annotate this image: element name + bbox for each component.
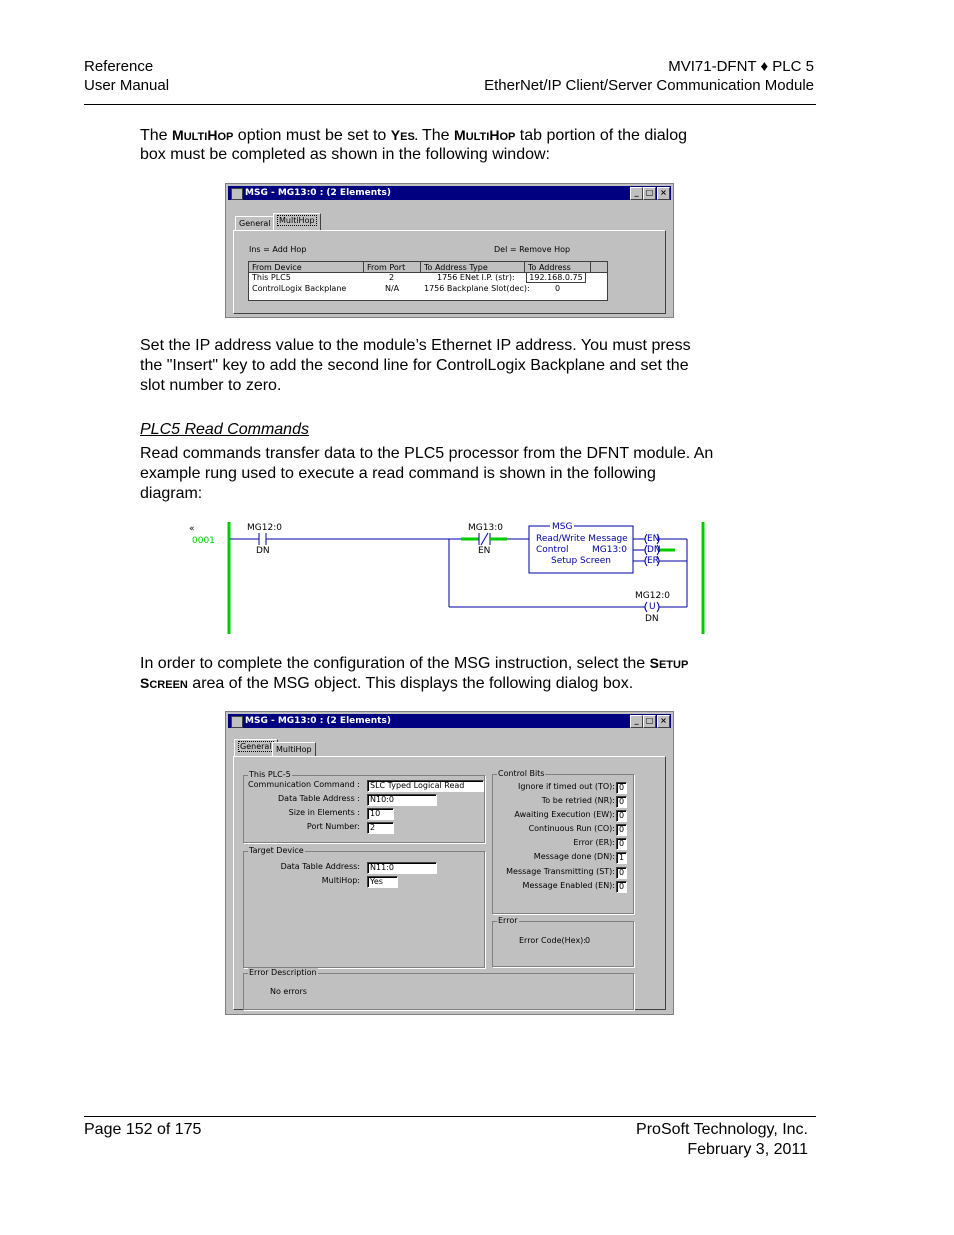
- error-group: [492, 916, 634, 967]
- read-commands-line1: Read commands transfer data to the PLC5 processor from the DFNT module. An: [140, 445, 714, 462]
- col-header: From Port: [364, 262, 421, 273]
- rung-number: 0001: [192, 536, 215, 546]
- tab-general[interactable]: General: [234, 739, 278, 756]
- read-commands-line2: example rung used to execute a read command is shown in the following: [140, 465, 656, 482]
- comm-command-label: Communication Command :: [248, 780, 360, 789]
- setup-instruction-line2: SCREEN area of the MSG object. This displays the following dialog box.: [140, 675, 634, 692]
- unlatch-symbol: U: [649, 602, 656, 612]
- table-cell: 1756 ENet I.P. (str):: [437, 273, 515, 282]
- size-field[interactable]: 10: [367, 808, 394, 820]
- ladder-graphics: [175, 518, 715, 638]
- this-plc5-group: [243, 770, 485, 843]
- control-bit-label: To be retried (NR):: [541, 796, 615, 805]
- control-bits-label: Control Bits: [498, 769, 545, 778]
- control-bit-value[interactable]: 1: [616, 852, 627, 864]
- target-data-table-label: Data Table Address:: [280, 862, 360, 871]
- contact2-bit: EN: [478, 546, 491, 556]
- ip-address-cell[interactable]: 192.168.0.75: [526, 272, 586, 283]
- error-label: Error: [498, 916, 518, 925]
- control-bit-value[interactable]: 0: [616, 796, 627, 808]
- close-icon[interactable]: ×: [657, 187, 670, 200]
- target-data-table-field[interactable]: N11:0: [367, 862, 437, 874]
- table-cell: N/A: [385, 284, 400, 293]
- size-label: Size in Elements :: [288, 808, 360, 817]
- dialog1-titlebar: [228, 186, 671, 200]
- control-bit-value[interactable]: 0: [616, 838, 627, 850]
- error-description-value: No errors: [270, 987, 307, 996]
- port-field[interactable]: 2: [367, 822, 394, 834]
- multihop-dialog-screenshot: [225, 183, 674, 318]
- maximize-icon[interactable]: □: [643, 715, 656, 728]
- maximize-icon[interactable]: □: [643, 187, 656, 200]
- unlatch-bit: DN: [645, 614, 659, 624]
- control-bit-value[interactable]: 0: [616, 824, 627, 836]
- control-bit-label: Awaiting Execution (EW):: [514, 810, 615, 819]
- dialog1-title: MSG - MG13:0 : (2 Elements): [245, 188, 391, 198]
- control-bit-value[interactable]: 0: [616, 810, 627, 822]
- tab-multihop[interactable]: MultiHop: [273, 213, 321, 230]
- footer-rule: [84, 1116, 816, 1117]
- col-header: To Address Type: [421, 262, 525, 273]
- footer-company: ProSoft Technology, Inc.: [636, 1121, 808, 1138]
- app-icon: [231, 716, 243, 728]
- ladder-rung-diagram: [175, 518, 715, 638]
- output-er: ER: [647, 556, 659, 566]
- ip-instruction-line1: Set the IP address value to the module’s Ethernet IP address. You must press: [140, 337, 691, 354]
- control-bit-value[interactable]: 0: [616, 881, 627, 893]
- control-bit-label: Message done (DN):: [533, 852, 615, 861]
- error-description-label: Error Description: [249, 968, 317, 977]
- header-doc-type: User Manual: [84, 77, 170, 94]
- tab-general[interactable]: General: [235, 216, 275, 231]
- contact1-address: MG12:0: [247, 523, 282, 533]
- slot-cell[interactable]: 0: [555, 284, 561, 293]
- control-bit-label: Continuous Run (CO):: [528, 824, 615, 833]
- control-bits-group: [492, 769, 634, 914]
- msg-box-type: Read/Write Message: [536, 534, 628, 544]
- multihop-tab-panel: [233, 230, 666, 314]
- rung-marker: «: [189, 524, 195, 534]
- ip-instruction-line2: the "Insert" key to add the second line for ControlLogix Backplane and set the: [140, 357, 689, 374]
- table-cell: This PLC5: [252, 273, 291, 282]
- table-cell: ControlLogix Backplane: [252, 284, 347, 293]
- col-header-filler: [591, 262, 607, 273]
- ip-instruction-line3: slot number to zero.: [140, 377, 282, 394]
- control-bit-label: Ignore if timed out (TO):: [517, 782, 615, 791]
- msg-box-header: MSG: [552, 522, 573, 532]
- page-number: Page 152 of 175: [84, 1121, 202, 1138]
- footer-date: February 3, 2011: [687, 1141, 808, 1158]
- msg-control-value: MG13:0: [592, 545, 627, 555]
- col-header: To Address: [525, 262, 591, 273]
- control-bit-label: Message Enabled (EN):: [522, 881, 615, 890]
- header-section-label: Reference: [84, 58, 154, 75]
- multihop-instruction-line1: The MULTIHOP option must be set to YES. The MULTIHOP tab portion of the dialog: [140, 127, 688, 144]
- target-device-group: [243, 846, 485, 968]
- minimize-icon[interactable]: _: [630, 715, 643, 728]
- msg-control-label: Control: [536, 545, 569, 555]
- app-icon: [231, 188, 243, 200]
- control-bit-label: Error (ER):: [573, 838, 615, 847]
- header-rule: [84, 104, 816, 105]
- output-en: EN: [647, 534, 660, 544]
- data-table-field[interactable]: N10:0: [367, 794, 437, 806]
- multihop-instruction-line2: box must be completed as shown in the following window:: [140, 146, 550, 163]
- table-cell: 2: [389, 273, 395, 282]
- table-cell: 1756 Backplane Slot(dec):: [424, 284, 530, 293]
- this-plc5-label: This PLC-5: [249, 770, 291, 779]
- setup-instruction-line1: In order to complete the configuration of the MSG instruction, select the SETUP: [140, 655, 689, 672]
- general-tab-panel: [233, 756, 666, 1010]
- output-dn: DN: [647, 545, 661, 555]
- tab-multihop[interactable]: MultiHop: [272, 742, 316, 757]
- msg-setup-screen[interactable]: Setup Screen: [551, 556, 611, 566]
- data-table-label: Data Table Address :: [278, 794, 360, 803]
- hop-table[interactable]: [248, 261, 608, 301]
- minimize-icon[interactable]: _: [630, 187, 643, 200]
- comm-command-field[interactable]: SLC Typed Logical Read: [367, 780, 484, 792]
- control-bit-value[interactable]: 0: [616, 867, 627, 879]
- section-heading: PLC5 Read Commands: [140, 421, 309, 438]
- msg-general-dialog-screenshot: [225, 711, 674, 1015]
- dialog2-titlebar: [228, 714, 671, 728]
- error-code-value: 0: [585, 936, 591, 945]
- contact1-bit: DN: [256, 546, 270, 556]
- port-label: Port Number:: [306, 822, 360, 831]
- error-description-group: [243, 968, 634, 1010]
- multihop-field[interactable]: Yes: [367, 876, 398, 888]
- header-product: MVI71-DFNT ♦ PLC 5: [668, 58, 814, 75]
- contact2-address: MG13:0: [468, 523, 503, 533]
- dialog2-title: MSG - MG13:0 : (2 Elements): [245, 716, 391, 726]
- delete-hint: Del = Remove Hop: [494, 245, 571, 254]
- error-code-label: Error Code(Hex):: [519, 936, 586, 945]
- unlatch-address: MG12:0: [635, 591, 670, 601]
- control-bit-label: Message Transmitting (ST):: [506, 867, 615, 876]
- control-bit-value[interactable]: 0: [616, 782, 627, 794]
- read-commands-line3: diagram:: [140, 485, 203, 502]
- close-icon[interactable]: ×: [657, 715, 670, 728]
- target-device-label: Target Device: [249, 846, 304, 855]
- multihop-label: MultiHop:: [321, 876, 360, 885]
- col-header: From Device: [249, 262, 364, 273]
- insert-hint: Ins = Add Hop: [249, 245, 307, 254]
- header-product-desc: EtherNet/IP Client/Server Communication Module: [484, 77, 814, 94]
